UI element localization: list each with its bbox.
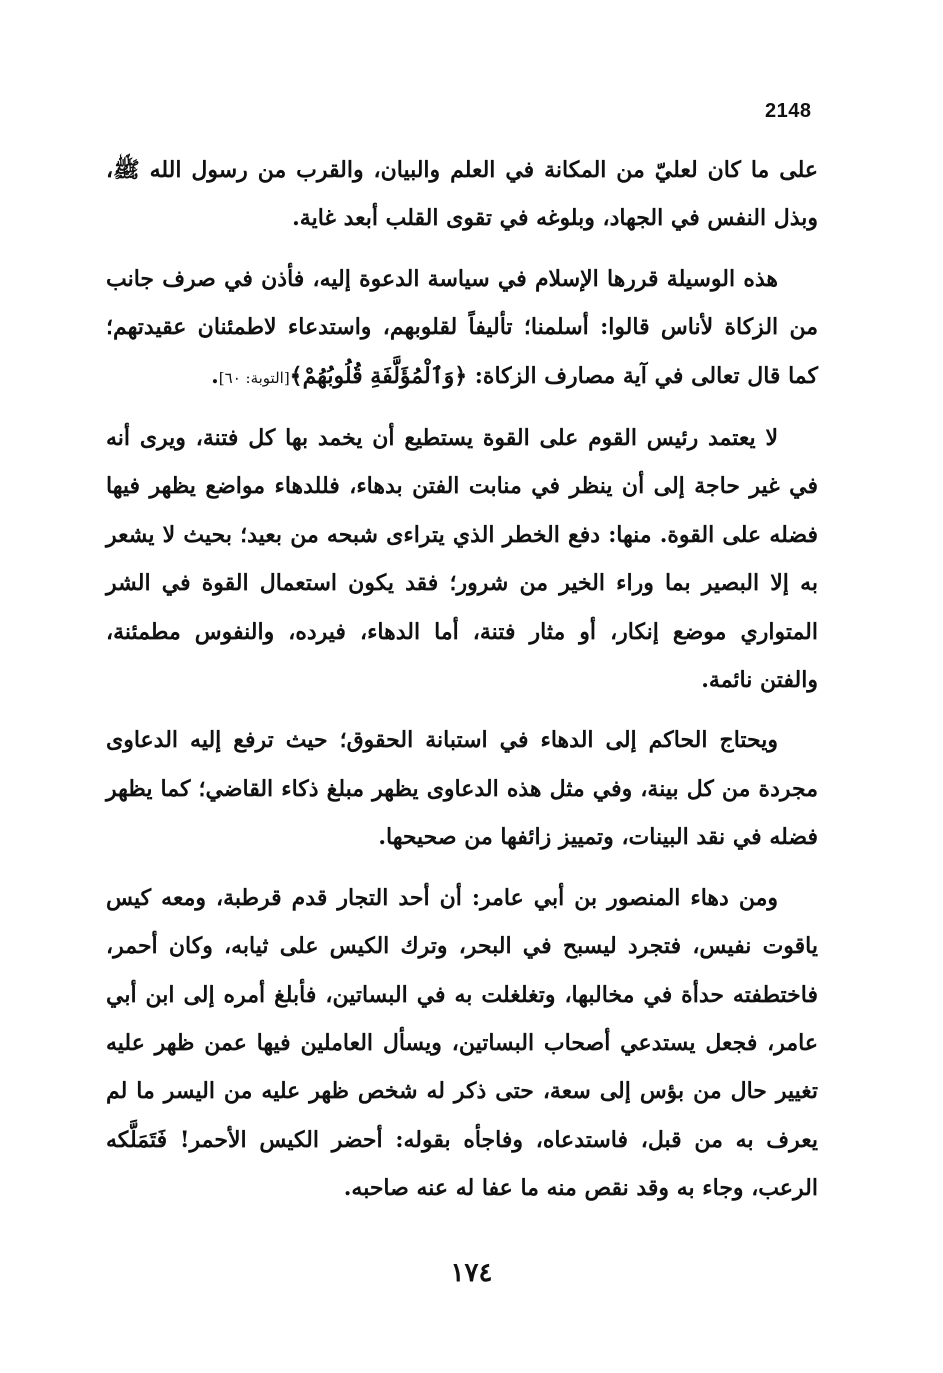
paragraph-4: ويحتاج الحاكم إلى الدهاء في استبانة الحقوق؛ حيث ترفع إليه الدعاوى مجردة من كل بينة، وفي مثل هذه الدعاوى يظهر مبلغ ذكاء القاضي؛ كما يظهر فضله في نقد البينات، وتمييز زائفها من صحيحها. [106, 727, 818, 851]
scan-page-number: 2148 [765, 100, 812, 122]
page-body [106, 146, 818, 1225]
paragraph-3: لا يعتمد رئيس القوم على القوة يستطيع أن يخمد بها كل فتنة، ويرى أنه في غير حاجة إلى أن ينظر في منابت الفتن بدهاء، فللدهاء مواضع يظهر فيها فضله على القوة. منها: دفع الخطر الذي يتراءى شبحه من بعيد؛ بحيث لا يشعر به إلا البصير بما وراء الخير من شرور؛ فقد يكون استعمال القوة في الشر المتواري موضع إنكار، أو مثار فتنة، أما الدهاء، فيرده، والنفوس مطمئنة، والفتن نائمة. [106, 425, 818, 694]
folio-page-number: ١٧٤ [450, 1258, 493, 1288]
paragraph-2-text: هذه الوسيلة قررها الإسلام في سياسة الدعوة إليه، فأذن في صرف جانب من الزكاة لأناس قالوا: أسلمنا؛ تأليفاً لقلوبهم، واستدعاء لاطمئنان عقيدتهم؛ كما قال تعالى في آية مصارف الزكاة: [106, 265, 818, 389]
quran-verse: ﴿وَٱلْمُؤَلَّفَةِ قُلُوبُهُمْ﴾ [289, 362, 468, 389]
paragraph-2-period: . [211, 362, 219, 389]
paragraph-2 [106, 255, 818, 402]
paragraph-5: ومن دهاء المنصور بن أبي عامر: أن أحد التجار قدم قرطبة، ومعه كيس ياقوت نفيس، فتجرد ليسبح في البحر، وترك الكيس على ثيابه، وكان أحمر، فاختطفته حدأة في مخالبها، وتغلغلت به في البساتين، فأبلغ أمره إلى ابن أبي عامر، فجعل يستدعي أصحاب البساتين، ويسأل العاملين فيها عمن ظهر عليه تغيير حال من بؤس إلى سعة، حتى ذكر له شخص ظهر عليه من اليسر ما لم يعرف به من قبل، فاستدعاه، وفاجأه بقوله: أحضر الكيس الأحمر! فَتَمَلَّكه الرعب، وجاء به وقد نقص منه ما عفا له عنه صاحبه. [106, 884, 818, 1202]
paragraph-1: على ما كان لعليّ من المكانة في العلم والبيان، والقرب من رسول الله ﷺ، وبذل النفس في الجهاد، وبلوغه في تقوى القلب أبعد غاية. [106, 157, 818, 232]
quran-reference: [التوبة: ٦٠] [218, 368, 290, 387]
